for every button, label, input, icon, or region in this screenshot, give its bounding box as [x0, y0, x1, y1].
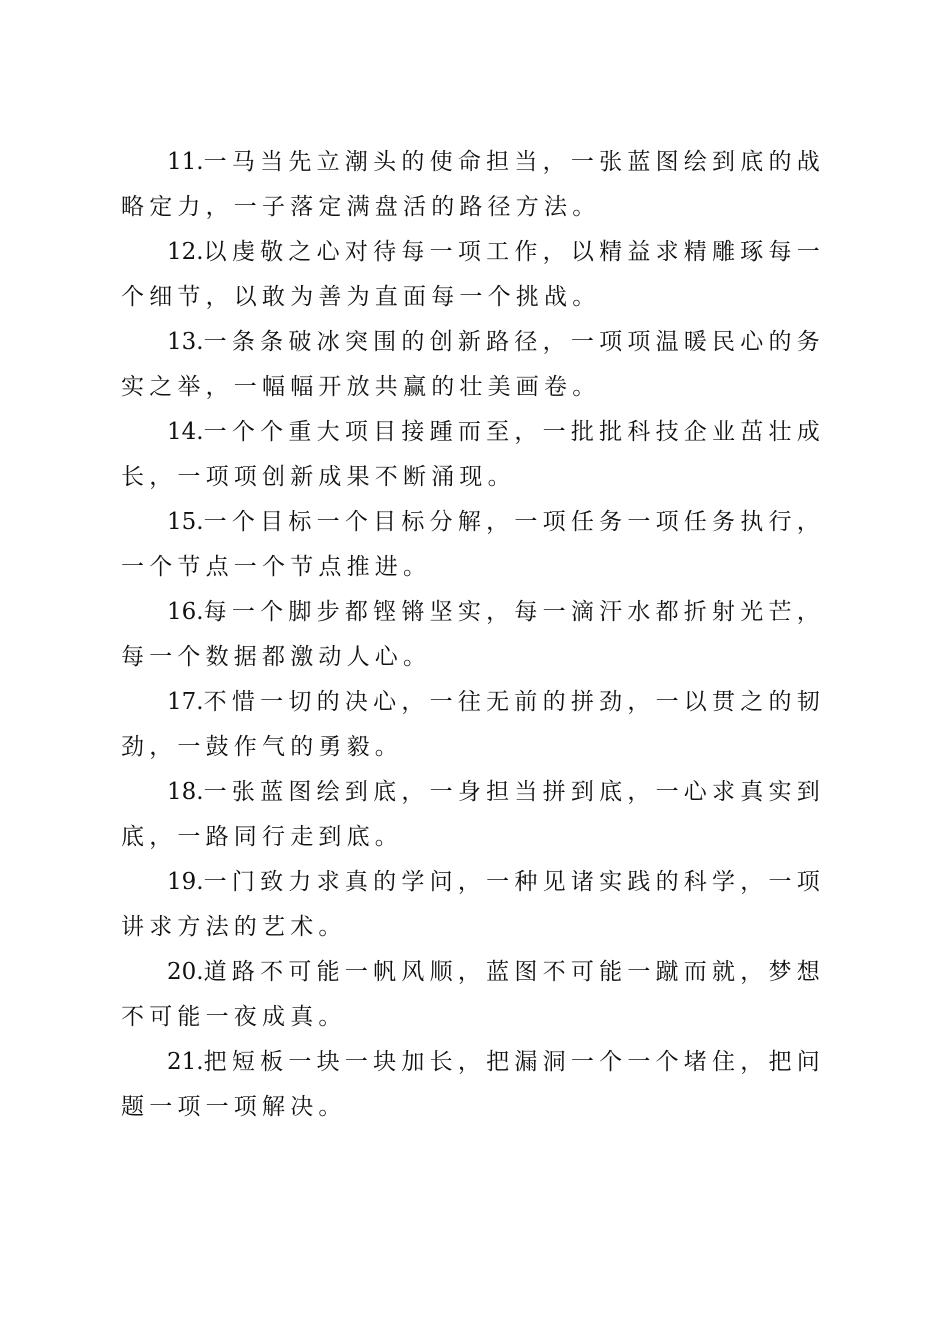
item-number: 17.: [167, 689, 204, 715]
item-text: 每一个脚步都铿锵坚实，每一滴汗水都折射光芒，每一个数据都激动人心。: [121, 599, 825, 670]
document-body: [121, 140, 825, 1130]
item-number: 19.: [167, 869, 204, 895]
list-item-14: [121, 410, 825, 500]
item-number: 21.: [167, 1049, 204, 1075]
item-text: 一门致力求真的学问，一种见诸实践的科学，一项讲求方法的艺术。: [121, 869, 825, 940]
item-text: 一个目标一个目标分解，一项任务一项任务执行，一个节点一个节点推进。: [121, 509, 825, 580]
list-item-18: [121, 770, 825, 860]
item-number: 15.: [167, 509, 204, 535]
item-number: 11.: [167, 149, 204, 175]
list-item-13: [121, 320, 825, 410]
list-item-12: [121, 230, 825, 320]
item-number: 16.: [167, 599, 204, 625]
item-number: 12.: [167, 239, 204, 265]
item-number: 18.: [167, 779, 204, 805]
item-text: 以虔敬之心对待每一项工作，以精益求精雕琢每一个细节，以敢为善为直面每一个挑战。: [121, 239, 825, 310]
item-text: 道路不可能一帆风顺，蓝图不可能一蹴而就，梦想不可能一夜成真。: [121, 959, 825, 1030]
list-item-20: [121, 950, 825, 1040]
item-number: 20.: [167, 959, 204, 985]
list-item-15: [121, 500, 825, 590]
list-item-17: [121, 680, 825, 770]
item-text: 一张蓝图绘到底，一身担当拼到底，一心求真实到底，一路同行走到底。: [121, 779, 825, 850]
item-text: 一个个重大项目接踵而至，一批批科技企业茁壮成长，一项项创新成果不断涌现。: [121, 419, 825, 490]
item-text: 把短板一块一块加长，把漏洞一个一个堵住，把问题一项一项解决。: [121, 1049, 825, 1120]
list-item-16: [121, 590, 825, 680]
item-text: 一条条破冰突围的创新路径，一项项温暖民心的务实之举，一幅幅开放共赢的壮美画卷。: [121, 329, 825, 400]
list-item-11: [121, 140, 825, 230]
list-item-21: [121, 1040, 825, 1130]
item-number: 13.: [167, 329, 204, 355]
item-text: 一马当先立潮头的使命担当，一张蓝图绘到底的战略定力，一子落定满盘活的路径方法。: [121, 149, 825, 220]
item-number: 14.: [167, 419, 204, 445]
item-text: 不惜一切的决心，一往无前的拼劲，一以贯之的韧劲，一鼓作气的勇毅。: [121, 689, 825, 760]
list-item-19: [121, 860, 825, 950]
